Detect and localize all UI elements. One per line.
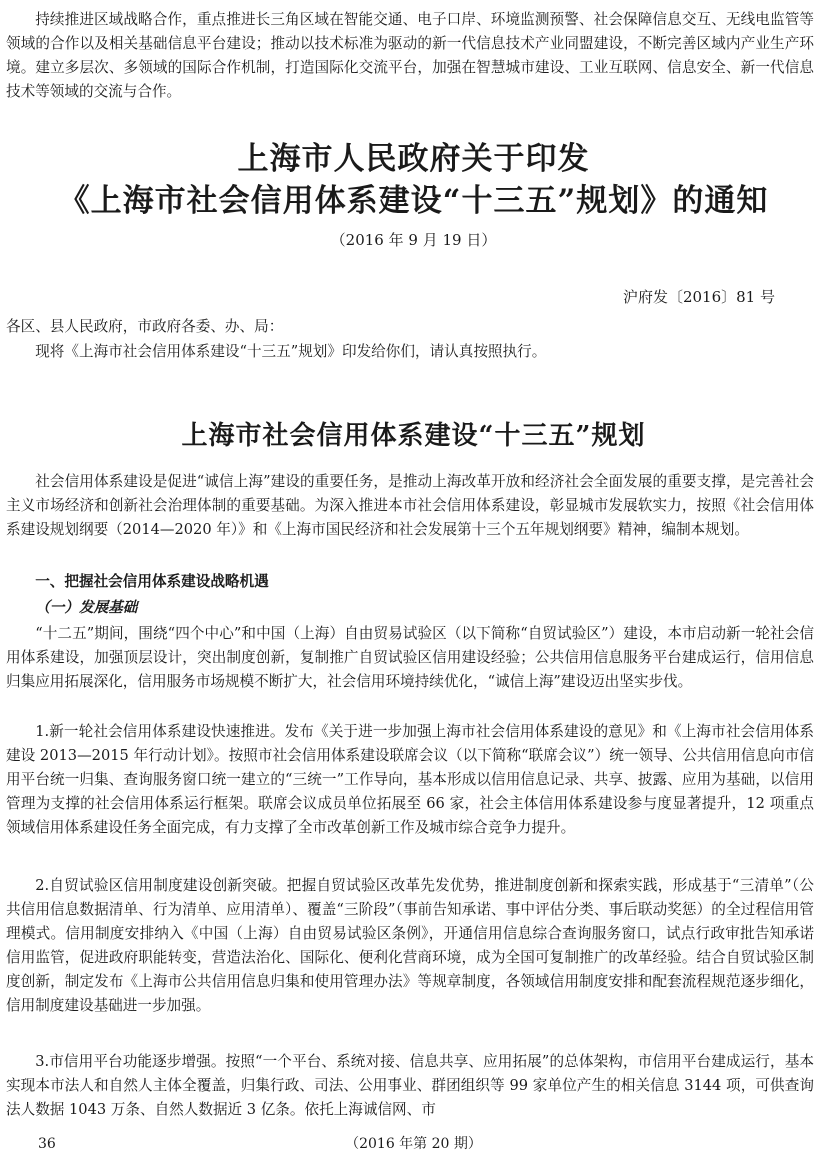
notice-addressee: 各区、县人民政府，市政府各委、办、局：: [6, 318, 284, 335]
issue-label: （2016 年第 20 期）: [345, 1136, 482, 1152]
notice-body: 现将《上海市社会信用体系建设“十三五”规划》印发给你们，请认真按照执行。: [35, 343, 547, 360]
page-number: 36: [38, 1136, 56, 1152]
item-2-paragraph: 2.自贸试验区信用制度建设创新突破。把握自贸试验区改革先发优势，推进制度创新和探索实践，形成基于“三清单”（公共信用信息数据清单、行为清单、应用清单）、覆盖“三阶段”（事前告知承诺、事中评估分类、事后联动奖惩）的全过程信用管理模式。信用制度安排纳入《中国（上海）自由贸易试验区条例》，开通信用信息综合查询服务窗口，试点行政审批告知承诺信用监管，促进政府职能转变，营造法治化、国际化、便利化营商环境，成为全国可复制推广的改革经验。结合自贸试验区制度创新，制定发布《上海市公共信用信息归集和使用管理办法》等规章制度，各领域信用制度安排和配套流程规范逐步细化，信用制度建设基础进一步加强。: [6, 877, 814, 1014]
item-1-paragraph: 1.新一轮社会信用体系建设快速推进。发布《关于进一步加强上海市社会信用体系建设的意见》和《上海市社会信用体系建设 2013—2015 年行动计划》。按照市社会信用体系建设联席会议（以下简称“联席会议”）统一领导、公共信用信息向市信用平台统一归集、查询服务窗口统一建立的“三统一”工作导向，基本形成以信用信息记录、共享、披露、应用为基础，以信用管理为支撑的社会信用体系运行框架。联席会议成员单位拓展至 66 家，社会主体信用体系建设参与度显著提升，12 项重点领域信用体系建设任务全面完成，有力支撑了全市改革创新工作及城市综合竞争力提升。: [6, 723, 814, 836]
plan-intro-paragraph: 社会信用体系建设是促进“诚信上海”建设的重要任务，是推动上海改革开放和经济社会全面发展的重要支撑，是完善社会主义市场经济和创新社会治理体制的重要基础。为深入推进本市社会信用体系建设，彰显城市发展软实力，按照《社会信用体系建设规划纲要（2014—2020 年）》和《上海市国民经济和社会发展第十三个五年规划纲要》精神，编制本规划。: [6, 473, 814, 538]
subsection-heading: （一）发展基础: [35, 599, 138, 616]
section-heading: 一、把握社会信用体系建设战略机遇: [35, 573, 269, 590]
item-3-paragraph: 3.市信用平台功能逐步增强。按照“一个平台、系统对接、信息共享、应用拓展”的总体架构，市信用平台建成运行，基本实现本市法人和自然人主体全覆盖，归集行政、司法、公用事业、群团组织等 99 家单位产生的相关信息 3144 项，可供查询法人数据 1043 万条、自然人数据近 3 亿条。依托上海诚信网、市: [6, 1053, 814, 1118]
document-number: 沪府发〔2016〕81 号: [622, 288, 775, 306]
plan-title: 上海市社会信用体系建设“十三五”规划: [181, 420, 646, 451]
basis-paragraph: “十二五”期间，围绕“四个中心”和中国（上海）自由贸易试验区（以下简称“自贸试验区”）建设，本市启动新一轮社会信用体系建设，加强顶层设计，突出制度创新，复制推广自贸试验区信用建设经验；公共信用信息服务平台建成运行，信用信息归集应用拓展深化，信用服务市场规模不断扩大，社会信用环境持续优化，“诚信上海”建设迈出坚实步伐。: [6, 625, 814, 690]
continuation-paragraph: 持续推进区域战略合作，重点推进长三角区域在智能交通、电子口岸、环境监测预警、社会保障信息交互、无线电监管等领域的合作以及相关基础信息平台建设；推动以技术标准为驱动的新一代信息技术产业同盟建设，不断完善区域内产业生产环境。建立多层次、多领域的国际合作机制，打造国际化交流平台，加强在智慧城市建设、工业互联网、信息安全、新一代信息技术等领域的交流与合作。: [6, 11, 814, 100]
notice-title-line1: 上海市人民政府关于印发: [237, 141, 590, 177]
notice-date: （2016 年 9 月 19 日）: [330, 231, 497, 249]
notice-title-line2: 《上海市社会信用体系建设“十三五”规划》的通知: [58, 183, 769, 219]
